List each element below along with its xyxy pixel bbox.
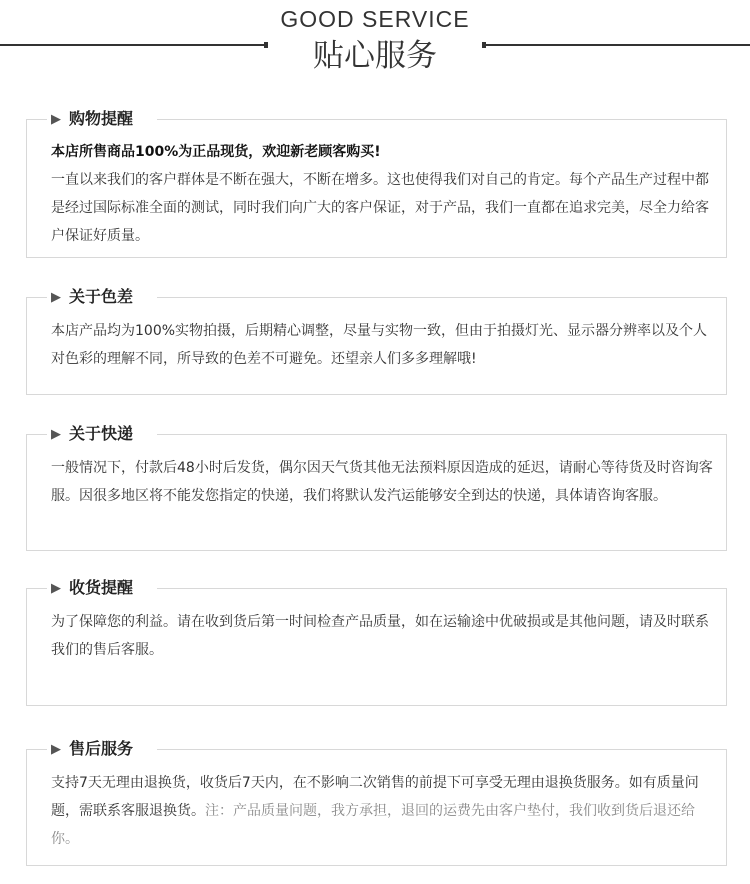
section-text: 支持7天无理由退换货，收货后7天内，在不影响二次销售的前提下可享受无理由退换货服务。如有质量问题，需联系客服退换货。 (51, 775, 699, 819)
header-line-left (0, 44, 266, 46)
triangle-right-icon: ▶ (51, 290, 61, 305)
section-note: 注：产品质量问题，我方承担，退回的运费先由客户垫付，我们收到货后退还给你。 (51, 803, 695, 847)
section-body (51, 317, 716, 373)
section-title: ▶ 售后服务 (51, 738, 133, 760)
triangle-right-icon: ▶ (51, 112, 61, 127)
section-text: 一直以来我们的客户群体是不断在强大，不断在增多。这也使得我们对自己的肯定。每个产品生产过程中都是经过国际标准全面的测试，同时我们向广大的客户保证，对于产品，我们一直都在追求完美，尽全力给客户保证好质量。 (51, 172, 709, 244)
section-body (51, 138, 716, 250)
header-title-zh: 贴心服务 (313, 38, 437, 74)
section-title: ▶ 关于色差 (51, 286, 133, 308)
section-body (51, 608, 716, 664)
header-line-right-end (482, 42, 486, 48)
section-receipt-reminder (26, 578, 727, 706)
section-title: ▶ 收货提醒 (51, 577, 133, 599)
triangle-right-icon: ▶ (51, 427, 61, 442)
section-delivery (26, 424, 727, 551)
section-lead: 本店所售商品100%为正品现货，欢迎新老顾客购买! (51, 144, 381, 160)
section-color-difference (26, 287, 727, 395)
section-shopping-reminder (26, 109, 727, 258)
header-line-right (484, 44, 750, 46)
header-line-left-end (264, 42, 268, 48)
section-text: 本店产品均为100%实物拍摄，后期精心调整，尽量与实物一致，但由于拍摄灯光、显示器分辨率以及个人对色彩的理解不同，所导致的色差不可避免。还望亲人们多多理解哦! (51, 323, 708, 367)
header-title-en: GOOD SERVICE (280, 6, 470, 32)
triangle-right-icon: ▶ (51, 742, 61, 757)
section-text: 一般情况下，付款后48小时后发货，偶尔因天气货其他无法预料原因造成的延迟，请耐心等待货及时咨询客服。因很多地区将不能发您指定的快递，我们将默认发汽运能够安全到达的快递，具体请咨询客服。 (51, 460, 713, 504)
section-text: 为了保障您的利益。请在收到货后第一时间检查产品质量，如在运输途中优破损或是其他问题，请及时联系我们的售后客服。 (51, 614, 709, 658)
section-body (51, 454, 716, 510)
section-title: ▶ 购物提醒 (51, 108, 133, 130)
section-body (51, 769, 716, 853)
triangle-right-icon: ▶ (51, 581, 61, 596)
section-after-sales (26, 739, 727, 866)
page-header (0, 0, 750, 80)
section-title: ▶ 关于快递 (51, 423, 133, 445)
